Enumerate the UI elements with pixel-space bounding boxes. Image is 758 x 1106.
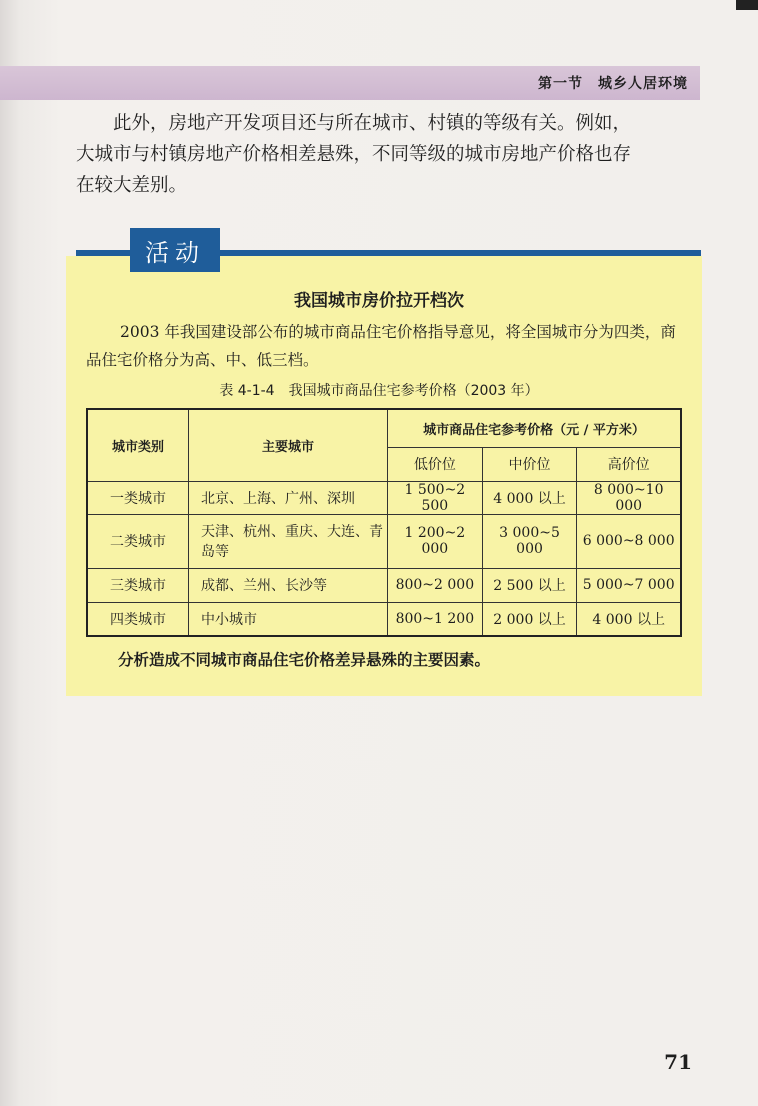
cell-mid: 2 000 以上 [482,602,577,636]
cell-city-type: 二类城市 [87,514,189,568]
header-main-cities: 主要城市 [189,409,388,481]
table-caption: 表 4-1-4 我国城市商品住宅参考价格（2003 年） [219,383,539,399]
page-corner-mark [736,0,758,10]
cell-mid: 3 000~5 000 [482,514,577,568]
cell-high: 4 000 以上 [577,602,681,636]
header-mid: 中价位 [482,447,577,481]
cell-low: 800~2 000 [388,568,483,602]
header-low: 低价位 [388,447,483,481]
cell-mid: 4 000 以上 [482,481,577,514]
table-row [87,602,681,636]
cell-cities: 北京、上海、广州、深圳 [189,481,388,514]
activity-description [86,318,684,374]
section-header: 第一节 城乡人居环境 [538,76,688,92]
activity-title: 我国城市房价拉开档次 [294,291,464,311]
cell-low: 1 200~2 000 [388,514,483,568]
intro-paragraph [76,108,636,201]
header-high: 高价位 [577,447,681,481]
cell-city-type: 三类城市 [87,568,189,602]
cell-cities: 天津、杭州、重庆、大连、青岛等 [189,514,388,568]
cell-low: 1 500~2 500 [388,481,483,514]
activity-badge: 活动 [130,228,220,272]
cell-cities: 成都、兰州、长沙等 [189,568,388,602]
intro-text: 此外，房地产开发项目还与所在城市、村镇的等级有关。例如，大城市与村镇房地产价格相差悬殊，不同等级的城市房地产价格也存在较大差别。 [76,113,632,196]
cell-high: 6 000~8 000 [577,514,681,568]
price-table [86,408,682,637]
activity-description-text: 2003 年我国建设部公布的城市商品住宅价格指导意见，将全国城市分为四类，商品住宅价格分为高、中、低三档。 [86,323,676,369]
header-city-type: 城市类别 [87,409,189,481]
cell-city-type: 一类城市 [87,481,189,514]
cell-city-type: 四类城市 [87,602,189,636]
cell-low: 800~1 200 [388,602,483,636]
table-header-row [87,409,681,447]
page-number: 71 [664,1050,692,1074]
cell-mid: 2 500 以上 [482,568,577,602]
table-row [87,568,681,602]
cell-cities: 中小城市 [189,602,388,636]
cell-high: 5 000~7 000 [577,568,681,602]
analysis-question: 分析造成不同城市商品住宅价格差异悬殊的主要因素。 [118,650,491,669]
header-price-group: 城市商品住宅参考价格（元 / 平方米） [388,409,682,447]
table-row [87,514,681,568]
cell-high: 8 000~10 000 [577,481,681,514]
table-row [87,481,681,514]
